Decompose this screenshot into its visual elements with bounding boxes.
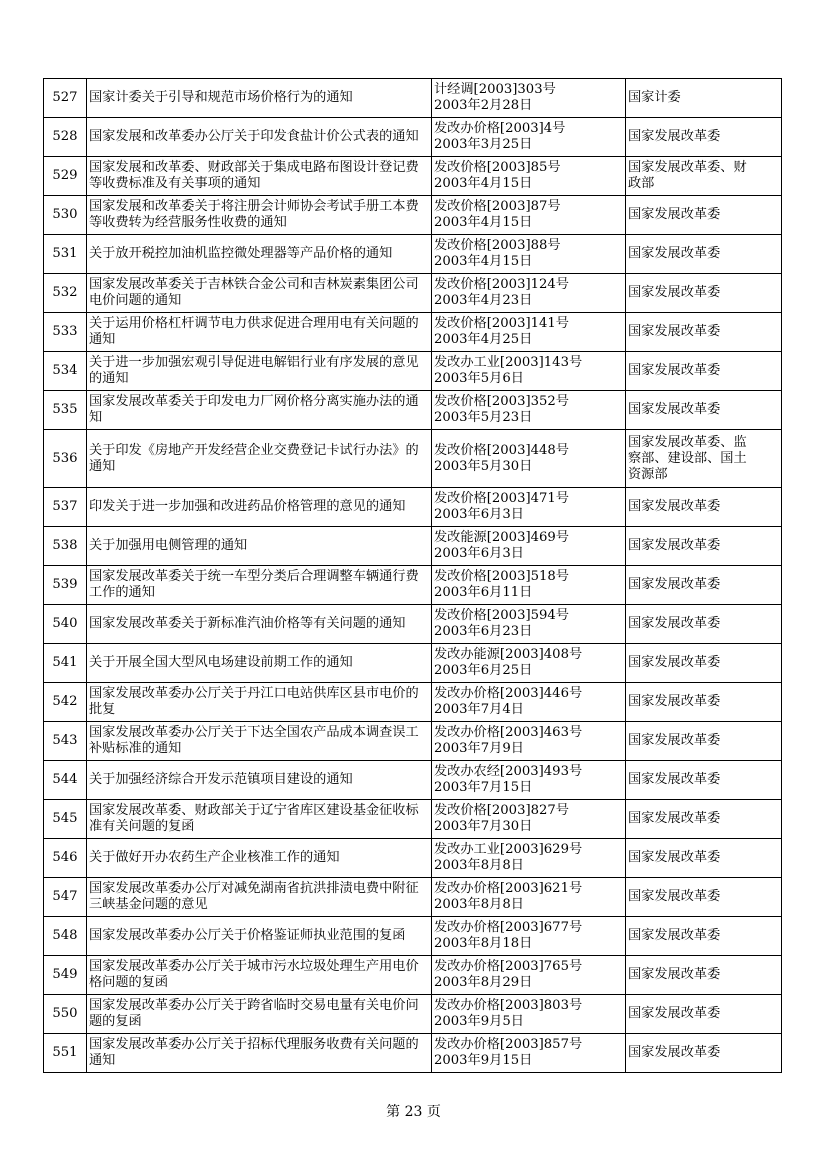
- issuing-authority: 国家发展改革委: [626, 566, 782, 605]
- issue-date: 2003年6月23日: [434, 624, 533, 639]
- row-number: 528: [44, 118, 87, 157]
- document-title: 国家发展改革委、财政部关于辽宁省库区建设基金征收标 准有关问题的复函: [87, 800, 432, 839]
- issue-date: 2003年2月28日: [434, 98, 533, 113]
- issuing-authority: 国家发展改革委: [626, 235, 782, 274]
- document-title: 国家发展改革委办公厅对减免湖南省抗洪排渍电费中附征 三峡基金问题的意见: [87, 878, 432, 917]
- document-title: 关于放开税控加油机监控微处理器等产品价格的通知: [87, 235, 432, 274]
- document-number-cell: [432, 488, 626, 527]
- row-number: 538: [44, 527, 87, 566]
- row-number: 535: [44, 391, 87, 430]
- document-title: 关于加强用电侧管理的通知: [87, 527, 432, 566]
- row-number: 537: [44, 488, 87, 527]
- issuing-authority: 国家发展改革委: [626, 800, 782, 839]
- document-number-cell: [432, 995, 626, 1034]
- issuing-authority: 国家发展改革委: [626, 488, 782, 527]
- issue-date: 2003年8月29日: [434, 975, 533, 990]
- document-number-cell: [432, 196, 626, 235]
- row-number: 548: [44, 917, 87, 956]
- issuing-authority: 国家发展改革委: [626, 1034, 782, 1073]
- document-number-cell: [432, 157, 626, 196]
- document-number: 发改价格[2003]471号: [434, 491, 569, 506]
- document-title: 国家发展改革委关于统一车型分类后合理调整车辆通行费 工作的通知: [87, 566, 432, 605]
- row-number: 544: [44, 761, 87, 800]
- issue-date: 2003年5月23日: [434, 410, 533, 425]
- document-number-cell: [432, 761, 626, 800]
- issuing-authority: 国家发展改革委: [626, 839, 782, 878]
- document-number-cell: [432, 430, 626, 488]
- table-row: [44, 1034, 782, 1073]
- document-number-cell: [432, 605, 626, 644]
- issuing-authority: 国家发展改革委: [626, 683, 782, 722]
- table-row: [44, 605, 782, 644]
- table-row: [44, 313, 782, 352]
- issue-date: 2003年8月8日: [434, 897, 524, 912]
- row-number: 546: [44, 839, 87, 878]
- document-number-cell: [432, 274, 626, 313]
- row-number: 536: [44, 430, 87, 488]
- table-row: [44, 800, 782, 839]
- document-number: 发改价格[2003]518号: [434, 569, 569, 584]
- issuing-authority: 国家发展改革委: [626, 995, 782, 1034]
- document-number-cell: [432, 566, 626, 605]
- issuing-authority: 国家发展改革委: [626, 352, 782, 391]
- row-number: 543: [44, 722, 87, 761]
- row-number: 533: [44, 313, 87, 352]
- row-number: 551: [44, 1034, 87, 1073]
- issue-date: 2003年4月25日: [434, 332, 533, 347]
- row-number: 540: [44, 605, 87, 644]
- row-number: 550: [44, 995, 87, 1034]
- issuing-authority: 国家发展改革委: [626, 118, 782, 157]
- row-number: 549: [44, 956, 87, 995]
- table-row: [44, 995, 782, 1034]
- document-number: 发改办价格[2003]857号: [434, 1037, 583, 1052]
- document-number-cell: [432, 917, 626, 956]
- document-title: 国家发展改革委办公厅关于价格鉴证师执业范围的复函: [87, 917, 432, 956]
- row-number: 531: [44, 235, 87, 274]
- table-row: [44, 722, 782, 761]
- table-row: [44, 956, 782, 995]
- document-title: 国家发展改革委办公厅关于丹江口电站供库区县市电价的 批复: [87, 683, 432, 722]
- table-row: [44, 839, 782, 878]
- document-number: 发改办价格[2003]446号: [434, 686, 583, 701]
- issue-date: 2003年6月25日: [434, 663, 533, 678]
- document-number: 发改办价格[2003]765号: [434, 959, 583, 974]
- document-number-cell: [432, 722, 626, 761]
- issuing-authority: 国家发展改革委: [626, 391, 782, 430]
- document-title: 国家计委关于引导和规范市场价格行为的通知: [87, 79, 432, 118]
- issue-date: 2003年8月18日: [434, 936, 533, 951]
- row-number: 545: [44, 800, 87, 839]
- row-number: 541: [44, 644, 87, 683]
- issuing-authority: 国家发展改革委: [626, 196, 782, 235]
- row-number: 527: [44, 79, 87, 118]
- document-number: 发改价格[2003]124号: [434, 277, 569, 292]
- table-row: [44, 157, 782, 196]
- document-number-cell: [432, 235, 626, 274]
- document-number: 发改价格[2003]352号: [434, 394, 569, 409]
- document-number: 发改办价格[2003]621号: [434, 881, 583, 896]
- issuing-authority: 国家发展改革委: [626, 878, 782, 917]
- document-title: 关于加强经济综合开发示范镇项目建设的通知: [87, 761, 432, 800]
- document-title: 国家发展改革委办公厅关于城市污水垃圾处理生产用电价 格问题的复函: [87, 956, 432, 995]
- page-number: 第 23 页: [386, 1104, 441, 1120]
- table-row: [44, 683, 782, 722]
- issue-date: 2003年3月25日: [434, 137, 533, 152]
- document-number-cell: [432, 839, 626, 878]
- issue-date: 2003年7月15日: [434, 780, 533, 795]
- document-number: 发改办工业[2003]629号: [434, 842, 583, 857]
- document-number-cell: [432, 352, 626, 391]
- document-number-cell: [432, 313, 626, 352]
- document-number-cell: [432, 956, 626, 995]
- document-number-cell: [432, 1034, 626, 1073]
- issue-date: 2003年5月6日: [434, 371, 524, 386]
- document-title: 关于开展全国大型风电场建设前期工作的通知: [87, 644, 432, 683]
- document-title: 关于印发《房地产开发经营企业交费登记卡试行办法》的 通知: [87, 430, 432, 488]
- issue-date: 2003年6月3日: [434, 546, 524, 561]
- table-body: [44, 79, 782, 1073]
- issue-date: 2003年6月3日: [434, 507, 524, 522]
- issue-date: 2003年7月4日: [434, 702, 524, 717]
- issuing-authority: 国家发展改革委、财 政部: [626, 157, 782, 196]
- document-title: 国家发展改革委关于印发电力厂网价格分离实施办法的通 知: [87, 391, 432, 430]
- document-title: 国家发展改革委关于新标准汽油价格等有关问题的通知: [87, 605, 432, 644]
- row-number: 547: [44, 878, 87, 917]
- table-row: [44, 79, 782, 118]
- table-row: [44, 274, 782, 313]
- document-title: 国家发展改革委办公厅关于跨省临时交易电量有关电价问 题的复函: [87, 995, 432, 1034]
- document-number: 发改办价格[2003]803号: [434, 998, 583, 1013]
- table-row: [44, 527, 782, 566]
- document-number: 发改价格[2003]448号: [434, 442, 569, 458]
- issuing-authority: 国家发展改革委: [626, 761, 782, 800]
- row-number: 534: [44, 352, 87, 391]
- document-number: 发改办工业[2003]143号: [434, 355, 583, 370]
- document-title: 国家发展和改革委办公厅关于印发食盐计价公式表的通知: [87, 118, 432, 157]
- issue-date: 2003年5月30日: [434, 458, 533, 474]
- issuing-authority: 国家发展改革委: [626, 644, 782, 683]
- issue-date: 2003年6月11日: [434, 585, 533, 600]
- document-title: 关于运用价格杠杆调节电力供求促进合理用电有关问题的 通知: [87, 313, 432, 352]
- table-row: [44, 761, 782, 800]
- document-number-cell: [432, 644, 626, 683]
- row-number: 539: [44, 566, 87, 605]
- document-number-cell: [432, 79, 626, 118]
- regulations-table: [43, 78, 782, 1073]
- document-title: 国家发展和改革委关于将注册会计师协会考试手册工本费 等收费转为经营服务性收费的通知: [87, 196, 432, 235]
- document-number: 发改办农经[2003]493号: [434, 764, 583, 779]
- document-title: 关于做好开办农药生产企业核准工作的通知: [87, 839, 432, 878]
- table-row: [44, 644, 782, 683]
- issue-date: 2003年7月30日: [434, 819, 533, 834]
- issue-date: 2003年4月15日: [434, 254, 533, 269]
- row-number: 532: [44, 274, 87, 313]
- document-number: 发改办价格[2003]677号: [434, 920, 583, 935]
- document-number: 计经调[2003]303号: [434, 82, 556, 97]
- issue-date: 2003年8月8日: [434, 858, 524, 873]
- document-number: 发改价格[2003]87号: [434, 199, 561, 214]
- table-row: [44, 917, 782, 956]
- table-row: [44, 352, 782, 391]
- document-number-cell: [432, 683, 626, 722]
- issue-date: 2003年4月15日: [434, 215, 533, 230]
- issuing-authority: 国家发展改革委: [626, 527, 782, 566]
- issue-date: 2003年9月5日: [434, 1014, 524, 1029]
- document-number-cell: [432, 800, 626, 839]
- issuing-authority: 国家发展改革委: [626, 274, 782, 313]
- document-number-cell: [432, 527, 626, 566]
- table-row: [44, 430, 782, 488]
- table-row: [44, 878, 782, 917]
- issuing-authority: 国家发展改革委: [626, 956, 782, 995]
- document-number: 发改价格[2003]141号: [434, 316, 569, 331]
- document-number: 发改办价格[2003]4号: [434, 121, 566, 136]
- document-number: 发改办价格[2003]463号: [434, 725, 583, 740]
- issuing-authority: 国家计委: [626, 79, 782, 118]
- document-number-cell: [432, 391, 626, 430]
- document-number: 发改能源[2003]469号: [434, 530, 569, 545]
- table-row: [44, 566, 782, 605]
- issuing-authority: 国家发展改革委: [626, 313, 782, 352]
- row-number: 542: [44, 683, 87, 722]
- document-number: 发改价格[2003]88号: [434, 238, 561, 253]
- issuing-authority: 国家发展改革委: [626, 917, 782, 956]
- document-number: 发改价格[2003]85号: [434, 160, 561, 175]
- row-number: 529: [44, 157, 87, 196]
- document-title: 国家发展改革委办公厅关于招标代理服务收费有关问题的 通知: [87, 1034, 432, 1073]
- issue-date: 2003年4月23日: [434, 293, 533, 308]
- issue-date: 2003年7月9日: [434, 741, 524, 756]
- issuing-authority: 国家发展改革委: [626, 605, 782, 644]
- document-title: 国家发展改革委办公厅关于下达全国农产品成本调查误工 补贴标准的通知: [87, 722, 432, 761]
- document-title: 关于进一步加强宏观引导促进电解铝行业有序发展的意见 的通知: [87, 352, 432, 391]
- document-number: 发改价格[2003]827号: [434, 803, 569, 818]
- table-row: [44, 196, 782, 235]
- table-row: [44, 235, 782, 274]
- issue-date: 2003年4月15日: [434, 176, 533, 191]
- table-row: [44, 391, 782, 430]
- issue-date: 2003年9月15日: [434, 1053, 533, 1068]
- document-title: 印发关于进一步加强和改进药品价格管理的意见的通知: [87, 488, 432, 527]
- document-number: 发改办能源[2003]408号: [434, 647, 583, 662]
- document-number-cell: [432, 118, 626, 157]
- table-row: [44, 118, 782, 157]
- table-row: [44, 488, 782, 527]
- issuing-authority: 国家发展改革委、监 察部、建设部、国土 资源部: [626, 430, 782, 488]
- document-number-cell: [432, 878, 626, 917]
- document-number: 发改价格[2003]594号: [434, 608, 569, 623]
- document-title: 国家发展改革委关于吉林铁合金公司和吉林炭素集团公司 电价问题的通知: [87, 274, 432, 313]
- issuing-authority: 国家发展改革委: [626, 722, 782, 761]
- document-title: 国家发展和改革委、财政部关于集成电路布图设计登记费 等收费标准及有关事项的通知: [87, 157, 432, 196]
- row-number: 530: [44, 196, 87, 235]
